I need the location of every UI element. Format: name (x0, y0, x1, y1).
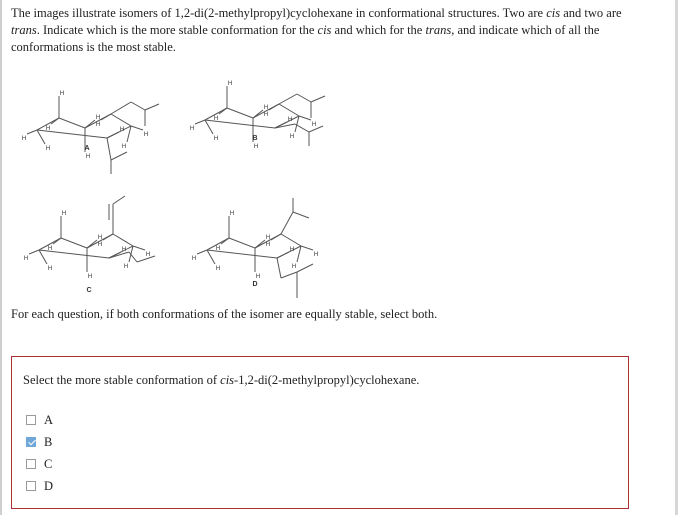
hydrogen-label: H (263, 105, 269, 111)
intro-text: and two are (560, 6, 622, 20)
c-h-bond (37, 130, 45, 144)
intro-text: . Indicate which is the more stable conformation for the (36, 23, 318, 37)
hydrogen-label: H (291, 264, 297, 270)
c-h-bond (133, 246, 145, 250)
c-h-bond (103, 234, 113, 240)
hydrogen-label: H (191, 256, 197, 262)
c-h-bond (197, 250, 207, 254)
intro-text: and which for the (331, 23, 426, 37)
structure-label-d: D (252, 281, 258, 288)
c-h-bond (131, 126, 143, 130)
isobutyl-group (277, 258, 281, 278)
hydrogen-label: H (313, 252, 319, 258)
c-h-bond (53, 238, 61, 244)
hydrogen-label: H (23, 256, 29, 262)
hydrogen-label: H (289, 247, 295, 253)
c-h-bond (39, 250, 47, 264)
c-h-bond (107, 132, 119, 138)
hydrogen-label: H (47, 266, 53, 272)
hydrogen-label: H (253, 144, 259, 150)
option-c[interactable] (26, 456, 52, 472)
hydrogen-label: H (213, 136, 219, 142)
hydrogen-label: H (265, 242, 271, 248)
hydrogen-label: H (97, 242, 103, 248)
hydrogen-label: H (123, 264, 129, 270)
intro-trans: trans (11, 23, 37, 37)
hydrogen-label: H (97, 235, 103, 241)
hydrogen-label: H (121, 144, 127, 150)
hydrogen-label: H (215, 266, 221, 272)
c-h-bond (277, 252, 289, 258)
hydrogen-label: H (311, 122, 317, 128)
c-h-bond (299, 116, 311, 120)
hydrogen-label: H (189, 126, 195, 132)
c-h-bond (269, 104, 279, 110)
c-h-bond (27, 130, 37, 134)
ring-bond (229, 238, 255, 248)
isobutyl-group (297, 94, 311, 102)
hydrogen-label: H (61, 211, 67, 217)
isobutyl-group (293, 212, 309, 218)
c-h-bond (253, 110, 263, 118)
prompt-text: Select the more stable conformation of (23, 373, 221, 387)
option-b[interactable] (26, 434, 52, 450)
hydrogen-label: H (45, 126, 51, 132)
ring-bond (281, 234, 301, 246)
hydrogen-label: H (45, 146, 51, 152)
isobutyl-group (297, 264, 313, 272)
intro-cis: cis (317, 23, 332, 37)
hydrogen-label: H (121, 247, 127, 253)
option-a[interactable] (26, 412, 53, 428)
hydrogen-label: H (87, 274, 93, 280)
isobutyl-group (145, 104, 159, 110)
conformation-structures-figure (21, 58, 365, 298)
hydrogen-label: H (227, 81, 233, 87)
c-h-bond (207, 250, 215, 264)
c-h-bond (51, 118, 59, 124)
c-h-bond (219, 108, 227, 114)
intro-cis: cis (546, 6, 561, 20)
c-h-bond (205, 120, 213, 134)
hydrogen-label: H (143, 132, 149, 138)
structure-label-a: A (84, 145, 90, 152)
hydrogen-label: H (265, 235, 271, 241)
c-h-bond (29, 250, 39, 254)
ring-bond (227, 108, 253, 118)
c-h-bond (127, 126, 131, 142)
hydrogen-label: H (47, 246, 53, 252)
checkbox-b[interactable] (26, 437, 36, 447)
question-intro (11, 5, 631, 56)
hydrogen-label: H (21, 136, 27, 142)
prompt-cis: cis (220, 373, 235, 387)
c-h-bond (297, 246, 301, 262)
ring-bond (279, 104, 299, 116)
hydrogen-label: H (215, 246, 221, 252)
ring-bond (113, 234, 133, 246)
intro-text: The images illustrate isomers of 1,2-di(2-methylpropyl)cyclohexane in conformational structures. Two are (11, 6, 547, 20)
c-h-bond (255, 240, 265, 248)
isobutyl-group (131, 102, 145, 110)
c-h-bond (221, 238, 229, 244)
chair-conformations-drawing (21, 58, 365, 298)
checkbox-d[interactable] (26, 481, 36, 491)
isobutyl-group (111, 152, 127, 160)
hydrogen-label: H (95, 122, 101, 128)
checkbox-a[interactable] (26, 415, 36, 425)
isobutyl-group (281, 272, 297, 278)
checkbox-c[interactable] (26, 459, 36, 469)
c-h-bond (85, 120, 95, 128)
c-h-bond (301, 246, 313, 250)
question-prompt (23, 373, 419, 388)
hydrogen-label: H (59, 91, 65, 97)
hydrogen-label: H (263, 112, 269, 118)
c-h-bond (271, 234, 281, 240)
hydrogen-label: H (255, 274, 261, 280)
isobutyl-group (281, 212, 293, 234)
isobutyl-group (107, 138, 111, 160)
hydrogen-label: H (213, 116, 219, 122)
c-h-bond (101, 114, 111, 120)
structure-label-b: B (252, 135, 258, 142)
hydrogen-label: H (289, 134, 295, 140)
ring-bond (61, 238, 87, 248)
isobutyl-group (279, 94, 297, 104)
hydrogen-label: H (119, 127, 125, 133)
option-b-label: B (44, 434, 53, 449)
intro-trans: trans (425, 23, 452, 37)
option-d-label: D (44, 478, 54, 493)
hydrogen-label: H (287, 117, 293, 123)
instruction-note: For each question, if both conformations of the isomer are equally stable, select both. (11, 307, 438, 321)
option-a-label: A (44, 412, 54, 427)
question-box (11, 356, 629, 509)
c-h-bond (87, 240, 97, 248)
hydrogen-label: H (229, 211, 235, 217)
hydrogen-label: H (85, 154, 91, 160)
prompt-text: -1,2-di(2-methylpropyl)cyclohexane. (234, 373, 420, 387)
hydrogen-label: H (145, 252, 151, 258)
intro-text: , and indicate which of all the conformations is the most stable. (11, 23, 600, 54)
option-c-label: C (44, 456, 53, 471)
isobutyl-group (113, 196, 125, 204)
structure-label-c: C (86, 287, 92, 294)
option-d[interactable] (26, 478, 53, 494)
isobutyl-group (111, 102, 131, 114)
isobutyl-group (295, 124, 309, 132)
isobutyl-group (311, 96, 325, 102)
c-h-bond (195, 120, 205, 124)
left-frame-edge (0, 0, 2, 515)
ring-bond (111, 114, 131, 126)
hydrogen-label: H (95, 115, 101, 121)
ring-bond (59, 118, 85, 128)
